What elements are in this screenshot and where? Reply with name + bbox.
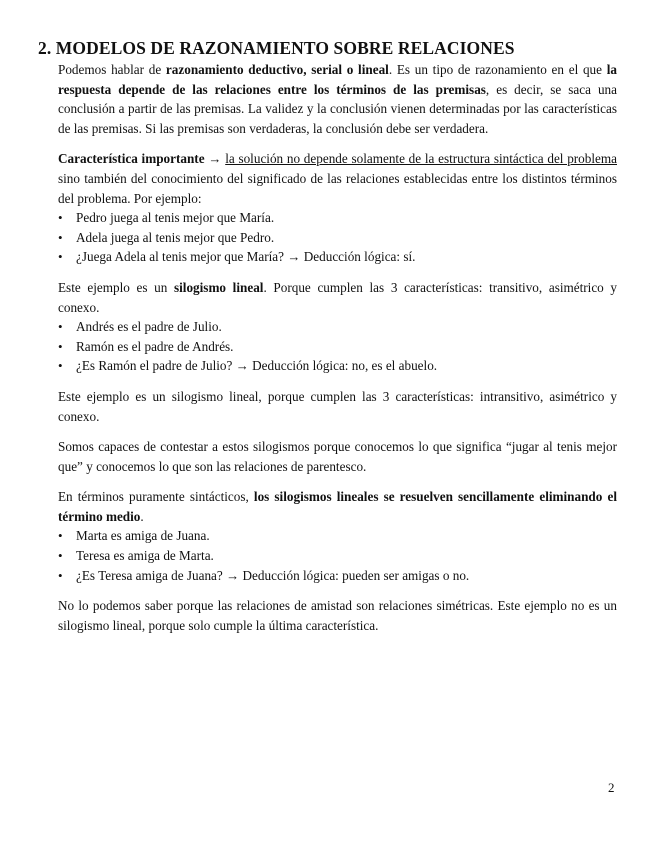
text-run: . Porque cumplen las 3 características: transitivo, asimétrico y conexo. bbox=[58, 279, 618, 315]
text-run: , es decir, se saca una conclusión a partir de las premisas. La validez y la conclusión vienen determinadas por las características de las premisas. Si las premisas son verdaderas, la conclusión debe ser verdadera. bbox=[58, 81, 618, 136]
paragraph-capaces: Somos capaces de contestar a estos silogismos porque conocemos lo que significa “jugar al tenis mejor que” y conocemos lo que son las relaciones de parentesco. bbox=[58, 439, 617, 474]
paragraph-conclusion: No lo podemos saber porque las relaciones de amistad son relaciones simétricas. Este ejemplo no es un silogismo lineal, porque solo cumple la última característica. bbox=[58, 598, 617, 633]
list-item: • Andrés es el padre de Julio. bbox=[58, 317, 617, 337]
bold-run: razonamiento deductivo, serial o lineal bbox=[165, 62, 389, 77]
example-list-1 bbox=[58, 208, 617, 267]
list-item: • ¿Es Teresa amiga de Juana? → Deducción lógica: pueden ser amigas o no. bbox=[58, 566, 617, 586]
section-body bbox=[58, 60, 617, 635]
bold-run: los silogismos lineales se resuelven sencillamente eliminando el término medio bbox=[58, 489, 617, 524]
list-item: • Ramón es el padre de Andrés. bbox=[58, 337, 617, 357]
example-list-3 bbox=[58, 526, 617, 585]
page-number: 2 bbox=[608, 780, 615, 795]
list-item: • ¿Juega Adela al tenis mejor que María? → Deducción lógica: sí. bbox=[58, 247, 617, 267]
text-run: . bbox=[140, 508, 144, 524]
list-item: • Marta es amiga de Juana. bbox=[58, 526, 617, 546]
list-item: • Adela juega al tenis mejor que Pedro. bbox=[58, 228, 617, 248]
paragraph-intransitive: Este ejemplo es un silogismo lineal, porque cumplen las 3 características: intransitivo, asimétrico y conexo. bbox=[58, 388, 617, 424]
bold-run: la respuesta depende de las relaciones entre los términos de las premisas bbox=[58, 62, 617, 97]
text-run: En términos puramente sintácticos, bbox=[58, 489, 254, 505]
paragraph-silogismo bbox=[58, 278, 617, 317]
text-run: . Es un tipo de razonamiento en el que bbox=[388, 62, 607, 77]
list-item: • Pedro juega al tenis mejor que María. bbox=[58, 208, 617, 228]
list-item: • ¿Es Ramón el padre de Julio? → Deducción lógica: no, es el abuelo. bbox=[58, 356, 617, 376]
section-heading: 2. MODELOS DE RAZONAMIENTO SOBRE RELACIONES bbox=[38, 38, 515, 58]
paragraph-characteristic bbox=[58, 149, 617, 208]
bold-run: Característica importante → bbox=[58, 151, 222, 167]
bold-run: silogismo lineal bbox=[174, 279, 264, 295]
text-run: Este ejemplo es un bbox=[58, 279, 174, 295]
text-run: sino también del conocimiento del significado de las relaciones establecidas entre los distintos términos del problema. Por ejemplo: bbox=[58, 170, 617, 206]
text-run: Podemos hablar de bbox=[58, 62, 166, 77]
underlined-run: la solución no depende solamente de la estructura sintáctica del problema bbox=[225, 151, 617, 167]
example-list-2 bbox=[58, 317, 617, 376]
paragraph-intro bbox=[58, 60, 617, 138]
list-item: • Teresa es amiga de Marta. bbox=[58, 546, 617, 566]
paragraph-sintacticos bbox=[58, 487, 617, 526]
